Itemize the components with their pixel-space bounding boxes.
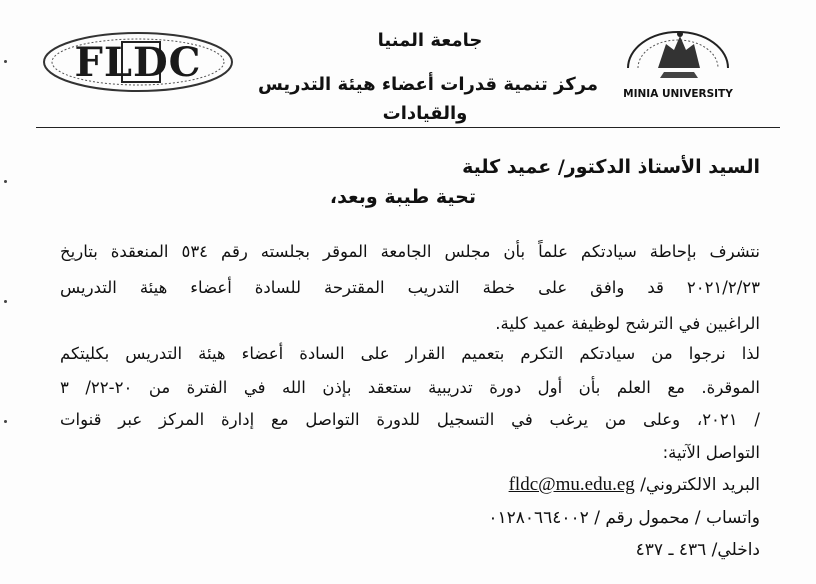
body-line: / ٢٠٢١، وعلى من يرغب في التسجيل للدورة التواصل مع إدارة المركز عبر قنوات [60,410,760,429]
email-row [509,474,760,496]
body-line: لذا نرجوا من سيادتكم التكرم بتعميم القرار على السادة أعضاء هيئة التدريس بكليتكم [60,344,760,363]
scan-speck [4,300,7,303]
greeting: تحية طيبة وبعد، [329,186,476,208]
university-seal-icon [614,22,742,86]
body-line: التواصل الآتية: [662,443,760,462]
scan-speck [4,180,7,183]
email-link[interactable]: fldc@mu.edu.eg [508,474,635,495]
minia-university-logo [614,22,742,100]
whatsapp-line: واتساب / محمول رقم / ٠١٢٨٠٦٦٤٠٠٢ [488,508,760,528]
body-line: ٢٠٢١/٢/٢٣ قد وافق على خطة التدريب المقترحة للسادة أعضاء هيئة التدريس [60,278,760,297]
body-line: الراغبين في الترشح لوظيفة عميد كلية. [495,314,760,333]
email-label: البريد الالكتروني/ [640,475,760,495]
header-divider [36,127,780,128]
fldc-logo-text: FLDC [74,38,202,86]
scan-speck [4,60,7,63]
fldc-logo [40,30,236,94]
center-name-line2: والقيادات [382,103,468,124]
center-name-line1: مركز تنمية قدرات أعضاء هيئة التدريس [257,74,599,95]
scan-speck [4,420,7,423]
salutation: السيد الأستاذ الدكتور/ عميد كلية [462,156,760,178]
body-line: الموقرة. مع العلم بأن أول دورة تدريبية ستعقد بإذن الله في الفترة من ٢٠-٢٢/ ٣ [60,378,760,397]
internal-phone-line: داخلي/ ٤٣٦ ـ ٤٣٧ [635,540,760,560]
body-line: نتشرف بإحاطة سيادتكم علماً بأن مجلس الجامعة الموقر بجلسته رقم ٥٣٤ المنعقدة بتاريخ [60,242,760,261]
university-name: جامعة المنيا [377,30,483,51]
minia-logo-text: MINIA UNIVERSITY [623,88,733,100]
